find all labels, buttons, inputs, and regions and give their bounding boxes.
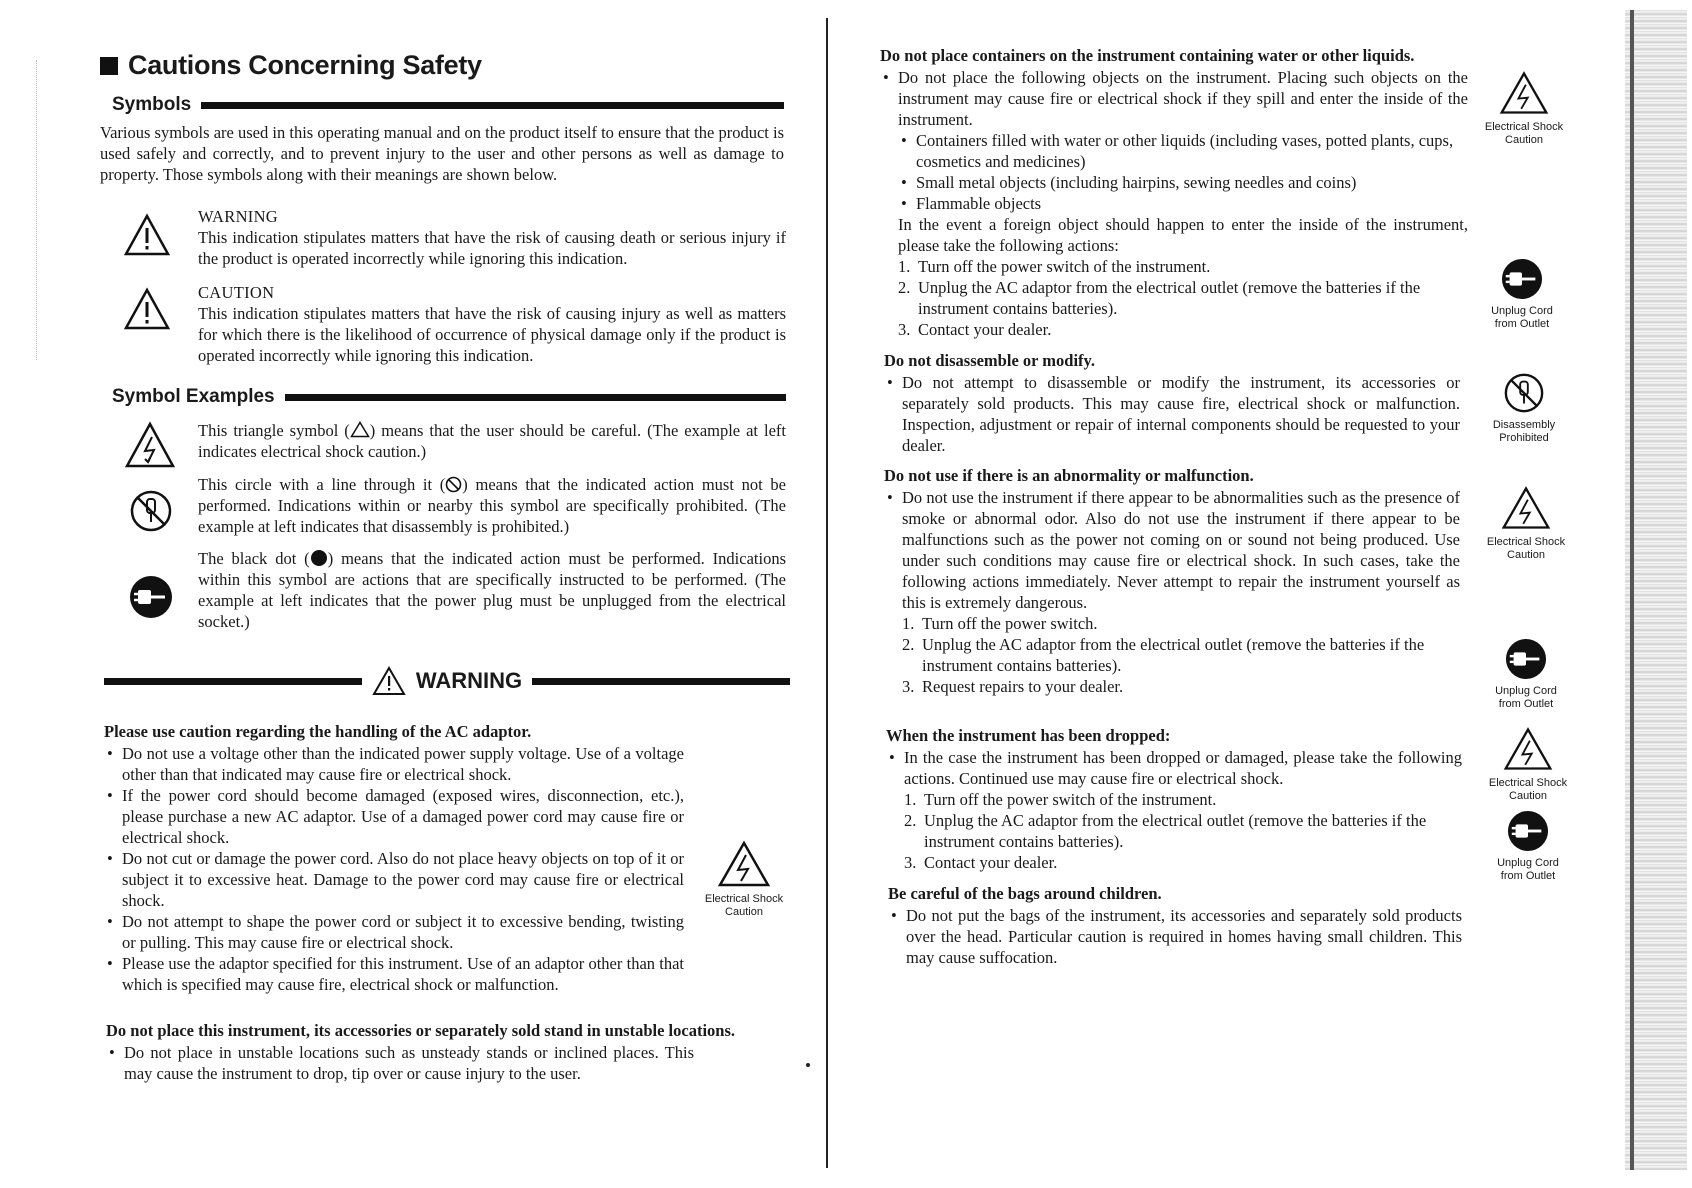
warning-divider-label xyxy=(372,666,522,696)
symbols-intro: Various symbols are used in this operating manual and on the product itself to ensure that the product is used safely and correctly, and to prevent injury to the user and other persons as well as damage to property. Those symbols along with their meanings are shown below. xyxy=(100,123,784,184)
page-title-text: Cautions Concerning Safety xyxy=(128,50,482,80)
unplug-cord-icon xyxy=(1505,638,1547,680)
warning-text: This indication stipulates matters that have the risk of causing death or serious injury if the product is operated incorrectly while ignoring this indication. xyxy=(198,228,786,268)
step-text: Unplug the AC adaptor from the electrical outlet (remove the batteries if the instrument contains batteries). xyxy=(918,278,1421,318)
icon-label-line2: from Outlet xyxy=(1498,698,1554,710)
ac-adaptor-item: • Do not use a voltage other than the indicated power supply voltage. Use of a voltage other than that indicated may cause fire or electrical shock. xyxy=(122,743,684,785)
bags-title: Be careful of the bags around children. xyxy=(888,884,1162,903)
icon-label-line1: Unplug Cord xyxy=(1491,305,1553,317)
circle-example-text-a: This circle with a line through it ( xyxy=(198,475,446,494)
heading-rule xyxy=(201,102,784,109)
abnormality-item: • Do not use the instrument if there appear to be abnormalities such as the presence of smoke or abnormal odor. Also do not use the instrument if there appear to be malfunctions such as the power not coming on or sound not being produced. Use under such conditions may cause fire or electrical shock. In such cases, take the following actions immediately. Never attempt to repair the instrument yourself as this is extremely dangerous. xyxy=(902,487,1460,613)
dropped-section xyxy=(886,725,1462,873)
dropped-title: When the instrument has been dropped: xyxy=(886,726,1171,745)
electrical-shock-caution-badge xyxy=(1476,485,1576,562)
step-text: Contact your dealer. xyxy=(918,320,1052,339)
liquids-sub-item: • Small metal objects (including hairpins, sewing needles and coins) xyxy=(916,172,1468,193)
warning-section-divider xyxy=(104,666,790,696)
scan-edge-texture xyxy=(1625,10,1687,1170)
warning-triangle-icon xyxy=(122,210,172,260)
step-row xyxy=(902,634,1460,676)
step-row xyxy=(898,277,1468,319)
electrical-shock-icon xyxy=(716,840,772,888)
icon-label-line1: Electrical Shock xyxy=(1486,536,1566,548)
triangle-example-text-a: This triangle symbol ( xyxy=(198,421,350,440)
unstable-item: • Do not place in unstable locations such as unsteady stands or inclined places. This may cause the instrument to drop, tip over or cause injury to the user. xyxy=(124,1042,694,1084)
step-text: Turn off the power switch of the instrument. xyxy=(918,257,1211,276)
step-number: 1. xyxy=(904,790,917,809)
icon-label-line1: Unplug Cord xyxy=(1497,857,1559,869)
disassembly-prohibited-icon xyxy=(126,486,176,536)
step-text: Contact your dealer. xyxy=(924,853,1058,872)
icon-label-line2: Prohibited xyxy=(1499,432,1549,444)
ac-adaptor-item: • Do not cut or damage the power cord. Also do not place heavy objects on top of it or subject it to excessive heat. Damage to the power cord may cause fire or electrical shock. xyxy=(122,848,684,911)
unplug-cord-badge xyxy=(1478,810,1578,883)
ac-adaptor-item: • Do not attempt to shape the power cord or subject it to excessive bending, twisting or pulling. This may cause fire or electrical shock. xyxy=(122,911,684,953)
bags-section xyxy=(888,883,1462,968)
dot-example-text-b: ) means that the indicated action must be performed. Indications within this symbol are actions that are specifically instructed to be performed. (The example at left indicates that the power plug must be unplugged from the electrical socket.) xyxy=(198,549,786,631)
step-row xyxy=(904,852,1462,873)
disassemble-title: Do not disassemble or modify. xyxy=(884,351,1096,370)
warning-triangle-small-icon xyxy=(372,666,406,696)
unplug-cord-icon xyxy=(1501,258,1543,300)
liquids-item: • Do not place the following objects on the instrument. Placing such objects on the instrument may cause fire or electrical shock if they spill and enter the inside of the instrument. xyxy=(898,67,1468,130)
abnormality-title: Do not use if there is an abnormality or malfunction. xyxy=(884,466,1254,485)
electrical-shock-triangle-icon xyxy=(122,420,178,470)
step-text: Turn off the power switch. xyxy=(922,614,1098,633)
liquids-section xyxy=(880,45,1480,340)
unstable-title: Do not place this instrument, its accessories or separately sold stand in unstable locations. xyxy=(106,1021,735,1040)
caution-triangle-icon xyxy=(122,284,172,334)
page-gutter-line xyxy=(826,18,828,1168)
inline-prohibited-circle-icon xyxy=(445,476,462,493)
page-title xyxy=(100,50,482,81)
icon-label-line1: Electrical Shock xyxy=(1488,777,1568,789)
gutter-dot xyxy=(806,1063,810,1067)
step-text: Request repairs to your dealer. xyxy=(922,677,1124,696)
electrical-shock-caution-badge xyxy=(1478,726,1578,803)
caution-definition xyxy=(198,282,786,366)
icon-label-line1: Disassembly xyxy=(1492,419,1556,431)
step-number: 1. xyxy=(898,257,911,276)
unplug-cord-icon xyxy=(1507,810,1549,852)
step-number: 3. xyxy=(904,853,917,872)
inline-triangle-icon xyxy=(350,421,370,438)
inline-black-dot-icon xyxy=(310,549,328,567)
icon-label-line1: Electrical Shock xyxy=(1484,121,1564,133)
liquids-event-text: In the event a foreign object should happen to enter the inside of the instrument, please take the following actions: xyxy=(898,215,1468,255)
disassembly-prohibited-icon xyxy=(1503,372,1545,414)
liquids-sub-item: • Flammable objects xyxy=(916,193,1468,214)
warning-definition xyxy=(198,206,786,269)
step-number: 2. xyxy=(902,635,915,654)
abnormality-section xyxy=(884,465,1460,697)
caution-title: CAUTION xyxy=(198,283,275,302)
step-row xyxy=(898,256,1468,277)
icon-label-line1: Unplug Cord xyxy=(1495,685,1557,697)
step-row xyxy=(898,319,1468,340)
unplug-cord-badge xyxy=(1472,258,1572,331)
dropped-item: • In the case the instrument has been dropped or damaged, please take the following actions. Continued use may cause fire or electrical shock. xyxy=(904,747,1462,789)
ac-adaptor-section xyxy=(104,721,684,995)
step-number: 1. xyxy=(902,614,915,633)
caution-text: This indication stipulates matters that have the risk of causing injury as well as matters for which there is the likelihood of occurrence of physical damage only if the product is operated incorrectly while ignoring this indication. xyxy=(198,304,786,365)
title-square-bullet xyxy=(100,57,118,75)
dot-example-text xyxy=(198,548,786,632)
icon-label-line1: Electrical Shock xyxy=(704,893,784,905)
unplug-cord-badge xyxy=(1476,638,1576,711)
icon-label-line2: Caution xyxy=(1507,549,1545,561)
liquids-steps xyxy=(898,256,1468,340)
unstable-section xyxy=(106,1020,796,1084)
circle-example-text xyxy=(198,474,786,537)
icon-label-line2: from Outlet xyxy=(1500,870,1556,882)
step-row xyxy=(902,613,1460,634)
icon-label-line2: Caution xyxy=(1509,790,1547,802)
step-number: 3. xyxy=(902,677,915,696)
warning-title: WARNING xyxy=(198,207,279,226)
warning-divider-text: WARNING xyxy=(415,668,523,693)
heading-rule xyxy=(285,394,786,401)
abnormality-steps xyxy=(902,613,1460,697)
triangle-example-text-b: ) means that the user should be careful. (The example at left indicates electrical shock caution.) xyxy=(198,421,786,461)
step-row xyxy=(904,789,1462,810)
step-row xyxy=(904,810,1462,852)
triangle-example-text xyxy=(198,420,786,462)
electrical-shock-caution-badge xyxy=(694,840,794,919)
symbol-examples-heading xyxy=(112,386,786,408)
divider-rule-right xyxy=(532,678,790,685)
step-text: Unplug the AC adaptor from the electrical outlet (remove the batteries if the instrument contains batteries). xyxy=(924,811,1427,851)
scan-edge-line xyxy=(1630,10,1634,1170)
liquids-title: Do not place containers on the instrument containing water or other liquids. xyxy=(880,46,1415,65)
symbol-examples-heading-text: Symbol Examples xyxy=(112,386,275,407)
bags-item: • Do not put the bags of the instrument, its accessories and separately sold products over the head. Particular caution is required in homes having small children. This may cause suffocation. xyxy=(906,905,1462,968)
electrical-shock-icon xyxy=(1500,485,1552,531)
ac-adaptor-title: Please use caution regarding the handling of the AC adaptor. xyxy=(104,722,532,741)
step-text: Unplug the AC adaptor from the electrical outlet (remove the batteries if the instrument contains batteries). xyxy=(922,635,1425,675)
electrical-shock-caution-badge xyxy=(1474,70,1574,147)
step-number: 2. xyxy=(898,278,911,297)
icon-label-line2: Caution xyxy=(725,906,763,918)
dot-example-text-a: The black dot ( xyxy=(198,549,310,568)
liquids-sub-item: • Containers filled with water or other liquids (including vases, potted plants, cups, cosmetics and medicines) xyxy=(916,130,1468,172)
step-text: Turn off the power switch of the instrument. xyxy=(924,790,1217,809)
icon-label-line2: from Outlet xyxy=(1494,318,1550,330)
step-row xyxy=(902,676,1460,697)
unplug-cord-icon xyxy=(126,572,176,622)
ac-adaptor-item: • Please use the adaptor specified for this instrument. Use of an adaptor other than that which is specified may cause fire, electrical shock or malfunction. xyxy=(122,953,684,995)
disassembly-prohibited-badge xyxy=(1474,372,1574,445)
symbols-heading-text: Symbols xyxy=(112,94,192,115)
divider-rule-left xyxy=(104,678,362,685)
step-number: 3. xyxy=(898,320,911,339)
dropped-steps xyxy=(904,789,1462,873)
circle-example-text-b: ) means that the indicated action must not be performed. Indications within or nearby this symbol are specifically prohibited. (The example at left indicates that disassembly is prohibited.) xyxy=(198,475,786,536)
disassemble-section xyxy=(884,350,1460,456)
electrical-shock-icon xyxy=(1498,70,1550,116)
symbols-heading xyxy=(112,94,784,116)
step-number: 2. xyxy=(904,811,917,830)
ac-adaptor-item: • If the power cord should become damaged (exposed wires, disconnection, etc.), please purchase a new AC adaptor. Use of a damaged power cord may cause fire or electrical shock. xyxy=(122,785,684,848)
left-margin-mark xyxy=(36,60,38,360)
icon-label-line2: Caution xyxy=(1505,134,1543,146)
electrical-shock-icon xyxy=(1502,726,1554,772)
disassemble-item: • Do not attempt to disassemble or modify the instrument, its accessories or separately sold products. This may cause fire, electrical shock or malfunction. Inspection, adjustment or repair of internal components should be requested to your dealer. xyxy=(902,372,1460,456)
